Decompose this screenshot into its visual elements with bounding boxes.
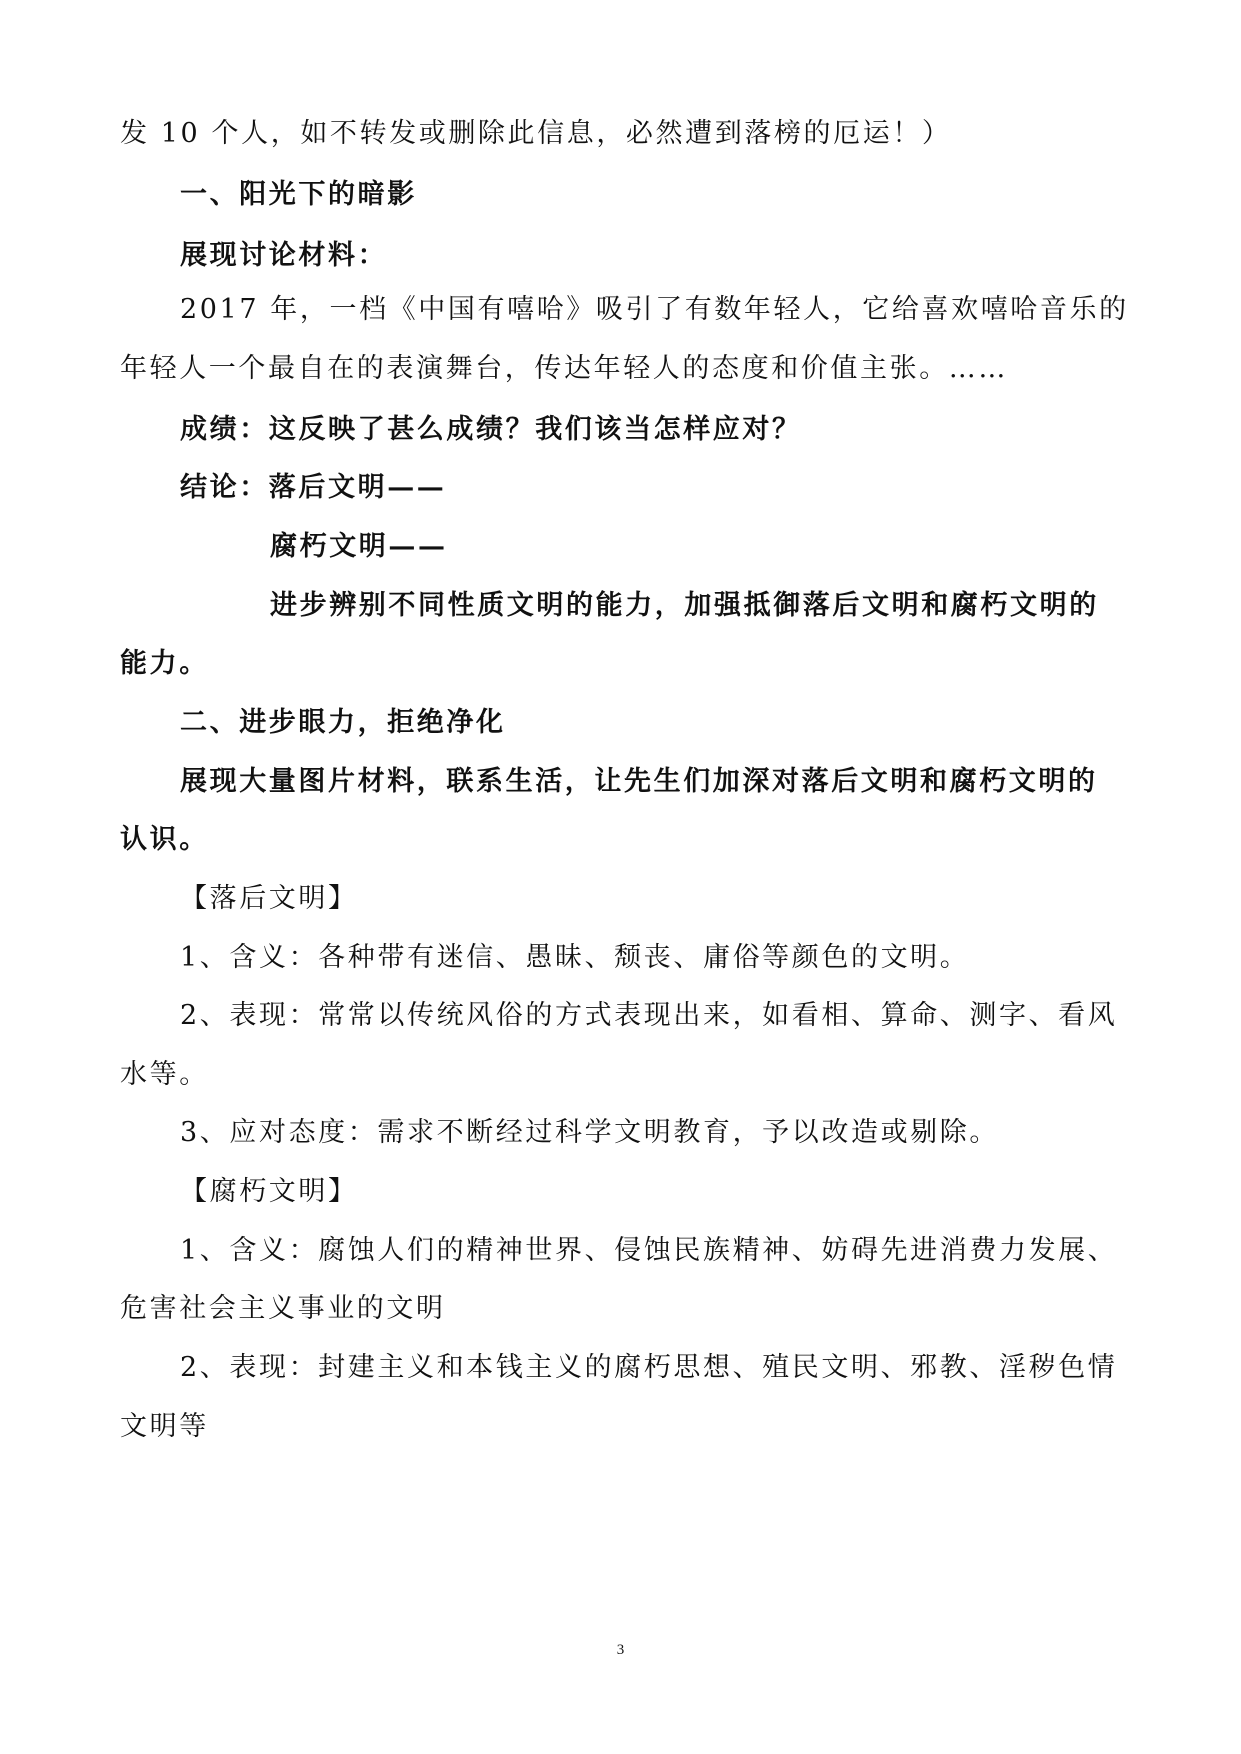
- list-item: 水等。: [120, 1059, 209, 1090]
- conclusion-line: 进步辨别不同性质文明的能力，加强抵御落后文明和腐朽文明的: [270, 590, 1099, 621]
- section-heading: 一、阳光下的暗影: [180, 179, 417, 210]
- question-line: 成绩：这反映了甚么成绩？我们该当怎样应对？: [180, 414, 802, 445]
- subheading: 展现讨论材料：: [180, 240, 388, 271]
- text-line: 年轻人一个最自在的表演舞台，传达年轻人的态度和价值主张。……: [120, 353, 1008, 384]
- text-line: 发 10 个人，如不转发或删除此信息，必然遭到落榜的厄运！）: [120, 118, 952, 149]
- text-line: 展现大量图片材料，联系生活，让先生们加深对落后文明和腐朽文明的: [180, 766, 1098, 797]
- bracket-heading: 【腐朽文明】: [180, 1176, 358, 1207]
- section-heading: 二、进步眼力，拒绝净化: [180, 707, 506, 738]
- list-item: 3、应对态度：需求不断经过科学文明教育，予以改造或剔除。: [180, 1117, 999, 1148]
- list-item: 危害社会主义事业的文明: [120, 1293, 446, 1324]
- bracket-heading: 【落后文明】: [180, 883, 358, 914]
- text-line: 2017 年，一档《中国有嘻哈》吸引了有数年轻人，它给喜欢嘻哈音乐的: [180, 294, 1129, 325]
- page-number: 3: [616, 1642, 625, 1658]
- list-item: 1、含义：腐蚀人们的精神世界、侵蚀民族精神、妨碍先进消费力发展、: [180, 1235, 1118, 1266]
- list-item: 文明等: [120, 1411, 209, 1442]
- text-line: 认识。: [120, 824, 209, 855]
- list-item: 2、表现：封建主义和本钱主义的腐朽思想、殖民文明、邪教、淫秽色情: [180, 1352, 1118, 1383]
- list-item: 1、含义：各种带有迷信、愚昧、颓丧、庸俗等颜色的文明。: [180, 942, 970, 973]
- conclusion-line: 结论：落后文明——: [180, 472, 447, 503]
- conclusion-line: 能力。: [120, 648, 209, 679]
- conclusion-line: 腐朽文明——: [270, 531, 448, 562]
- list-item: 2、表现：常常以传统风俗的方式表现出来，如看相、算命、测字、看风: [180, 1000, 1118, 1031]
